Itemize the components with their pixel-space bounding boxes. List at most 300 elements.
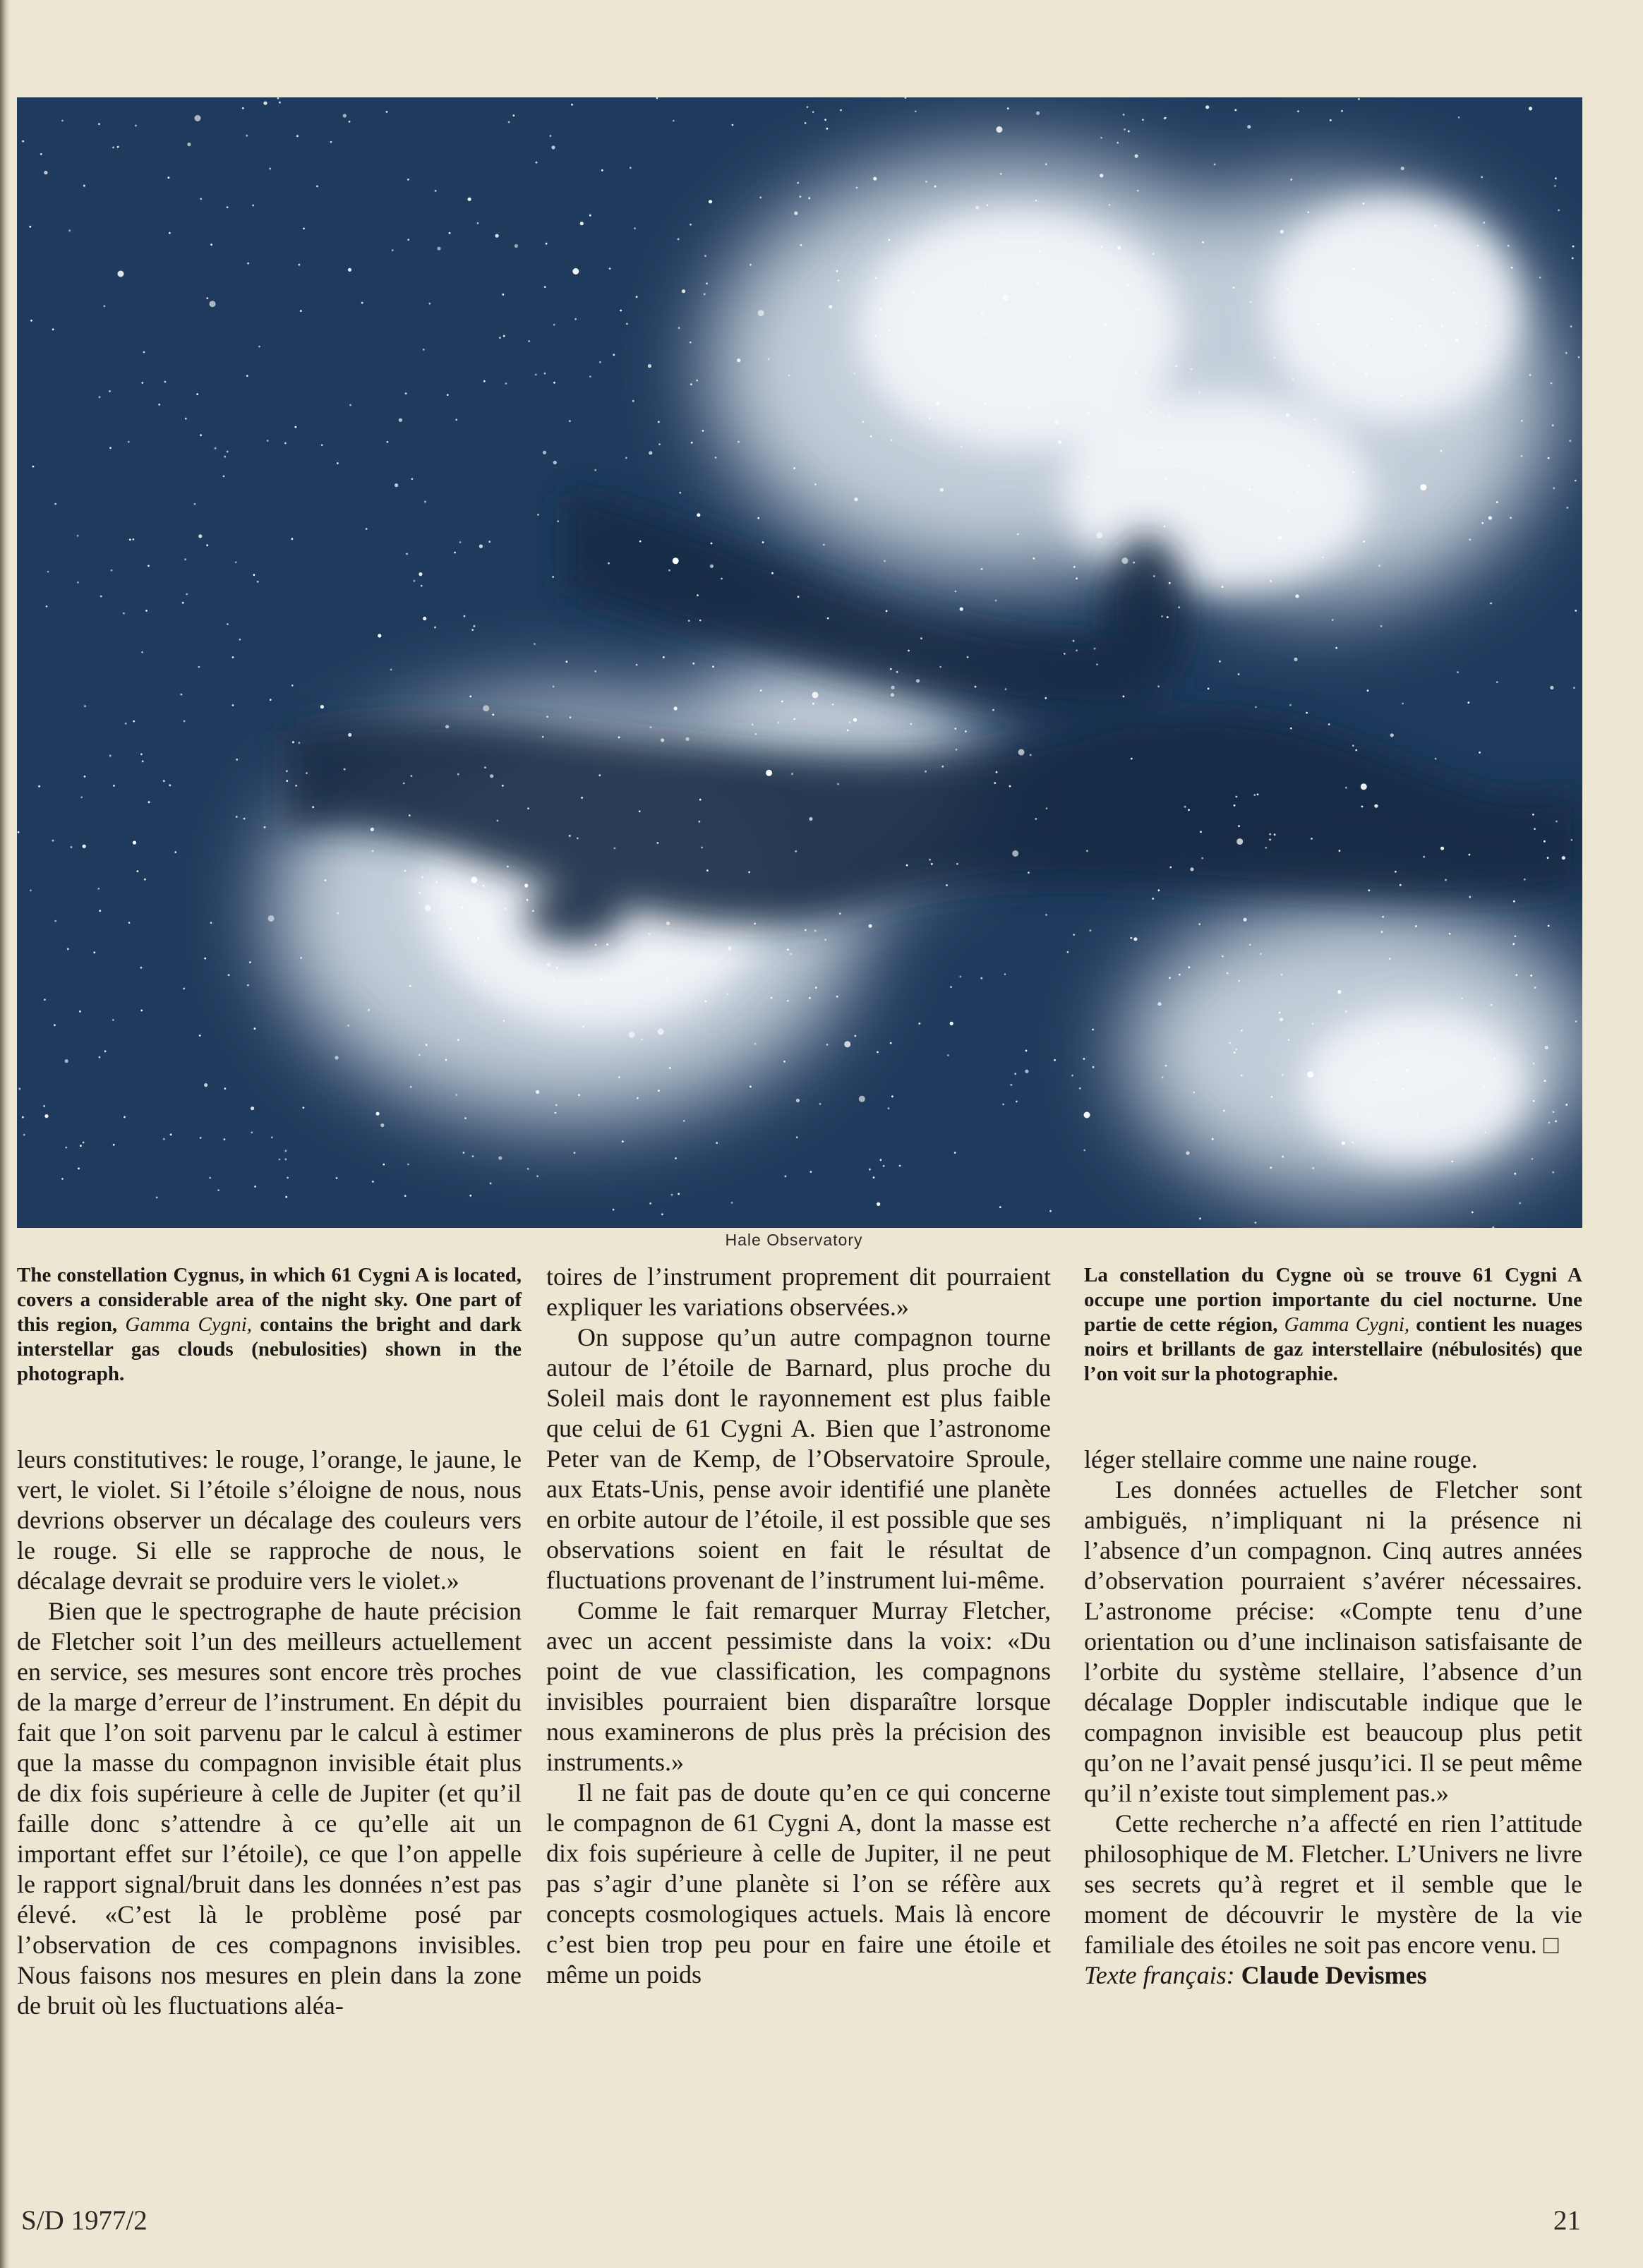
star [1178, 606, 1180, 608]
star [873, 1176, 875, 1178]
star [83, 185, 85, 187]
star [1093, 1066, 1095, 1068]
star [47, 571, 49, 573]
star [589, 215, 591, 217]
star [555, 1112, 557, 1114]
star [113, 1144, 115, 1146]
star [148, 801, 150, 803]
star [80, 797, 83, 799]
star [586, 1002, 589, 1004]
star [1297, 491, 1299, 493]
star [613, 354, 615, 356]
star [1100, 137, 1102, 139]
star [1158, 889, 1160, 891]
star [210, 922, 212, 924]
star [1342, 1141, 1345, 1145]
star [891, 686, 895, 689]
star [435, 881, 438, 883]
star [1570, 325, 1572, 327]
star [1481, 176, 1483, 179]
star [809, 997, 811, 999]
star [46, 605, 48, 608]
star [1073, 566, 1076, 568]
star [888, 239, 890, 241]
star [1451, 1161, 1453, 1163]
star [754, 923, 756, 925]
star [994, 782, 996, 784]
star [1401, 167, 1404, 170]
star [891, 1095, 893, 1097]
star [1135, 372, 1137, 374]
star [224, 1138, 226, 1140]
star [1175, 365, 1177, 367]
star [1049, 1210, 1052, 1212]
star [557, 520, 559, 522]
star [1353, 268, 1355, 270]
star [1130, 937, 1132, 939]
paragraph: Comme le fait remarquer Murray Fletcher, avec un accent pessimiste dans la voix: «Du point de vue classification, les compagnons invisibles pourraient bien disparaître lorsque nous examinerons de plus près la précision des instruments.» [546, 1596, 1051, 1776]
star [873, 177, 877, 181]
star [1531, 1158, 1534, 1160]
star [965, 730, 967, 732]
star [1530, 975, 1532, 977]
star [716, 1142, 718, 1144]
star [390, 669, 392, 671]
star [783, 1061, 786, 1063]
star [504, 908, 506, 910]
star [658, 443, 661, 445]
star [1493, 1058, 1495, 1060]
star [853, 718, 857, 722]
star [1186, 1151, 1189, 1154]
star [488, 541, 491, 543]
star [823, 544, 825, 546]
star [696, 380, 698, 382]
star [1054, 1059, 1056, 1061]
star [1290, 728, 1292, 730]
star [793, 467, 795, 469]
star [940, 488, 944, 492]
star [1247, 125, 1251, 128]
star [658, 1090, 660, 1092]
star [461, 906, 463, 908]
star [1238, 825, 1240, 827]
star [862, 421, 865, 423]
star [637, 1097, 639, 1099]
star [1519, 1202, 1521, 1205]
star [954, 1152, 956, 1154]
star [614, 848, 616, 850]
star [1507, 245, 1510, 247]
star [797, 182, 799, 184]
star [19, 1088, 21, 1090]
star [1312, 1023, 1314, 1025]
star [577, 838, 579, 840]
star [649, 451, 652, 454]
star [1332, 619, 1334, 621]
translation-credit [1084, 1960, 1582, 1991]
star [1168, 415, 1170, 417]
star [1469, 896, 1471, 898]
star [1555, 821, 1558, 823]
star [235, 561, 237, 563]
star [800, 195, 802, 198]
star [1363, 541, 1365, 543]
star [457, 1039, 459, 1041]
star [1515, 936, 1517, 938]
star [1030, 754, 1032, 756]
star [411, 478, 414, 480]
star [826, 1044, 829, 1046]
star [168, 176, 170, 179]
star [1117, 246, 1121, 250]
star [812, 111, 814, 113]
star [79, 1011, 81, 1013]
star [1084, 1112, 1090, 1118]
star [688, 620, 690, 622]
star [246, 375, 248, 377]
star [915, 111, 917, 113]
star [335, 1056, 338, 1059]
star [195, 115, 201, 121]
star [1227, 972, 1229, 975]
star [709, 200, 712, 203]
issue-label: S/D 1977/2 [21, 2205, 148, 2236]
star [574, 1152, 576, 1154]
star [1435, 758, 1437, 760]
star [552, 576, 554, 578]
star [1133, 937, 1137, 941]
star [1137, 190, 1139, 192]
star [1035, 200, 1037, 202]
star [1345, 1011, 1347, 1013]
star [483, 705, 489, 711]
paragraph: léger stellaire comme une naine rouge. [1084, 1445, 1478, 1473]
star [84, 705, 86, 707]
star [629, 1032, 635, 1038]
star [117, 146, 119, 148]
star [426, 1044, 428, 1046]
star [601, 169, 603, 171]
star [794, 212, 798, 215]
star [22, 140, 24, 143]
star [566, 661, 568, 663]
star [254, 1027, 256, 1030]
star [1153, 575, 1155, 577]
star [1067, 951, 1069, 953]
star [1377, 1043, 1379, 1045]
star [1016, 1101, 1018, 1103]
star [1352, 1142, 1354, 1144]
star [445, 725, 449, 728]
star [669, 1067, 671, 1069]
star [553, 382, 555, 384]
star [404, 1195, 407, 1197]
star [425, 905, 431, 911]
star [982, 312, 984, 314]
star [1565, 1104, 1567, 1106]
star [1012, 850, 1018, 857]
star [748, 871, 750, 874]
star [217, 1189, 219, 1191]
star [1055, 421, 1059, 424]
star [279, 1159, 281, 1161]
star [1363, 203, 1365, 205]
star [999, 1206, 1001, 1208]
star [1201, 857, 1203, 859]
star [768, 358, 770, 361]
star [569, 420, 571, 422]
star [1339, 850, 1341, 852]
star [1177, 465, 1179, 467]
star [1100, 174, 1103, 177]
star [1514, 1173, 1516, 1175]
star [1250, 301, 1252, 303]
caption-en-text-2: contains the bright and dark interstellar gas clouds (nebulosities) shown in the photograph. [17, 1313, 522, 1385]
star [419, 1054, 421, 1056]
star [1307, 1071, 1313, 1078]
star [920, 637, 922, 639]
star [140, 753, 143, 755]
star [1241, 1030, 1243, 1032]
star [641, 1039, 643, 1041]
star [271, 1136, 273, 1138]
star [65, 1147, 67, 1149]
star [632, 400, 634, 402]
star [691, 442, 693, 444]
star [1117, 142, 1119, 144]
star [1569, 440, 1571, 442]
star [1575, 610, 1577, 612]
star [787, 1000, 789, 1002]
star [336, 1177, 338, 1179]
star [690, 342, 692, 344]
star [1235, 1049, 1237, 1051]
star [1369, 1115, 1371, 1117]
star [267, 440, 269, 442]
star [805, 122, 807, 124]
star [1214, 164, 1216, 166]
star [111, 569, 113, 572]
star [449, 232, 451, 234]
star [109, 390, 111, 392]
star [1010, 1084, 1012, 1086]
star [421, 585, 423, 587]
star [1157, 685, 1160, 687]
star [658, 1029, 664, 1035]
star [1534, 987, 1536, 989]
star [228, 974, 230, 976]
star [186, 593, 188, 596]
star [535, 374, 537, 376]
star [1312, 1167, 1314, 1169]
star [1317, 323, 1319, 325]
star [1101, 246, 1103, 248]
star [671, 1194, 673, 1196]
star [1260, 953, 1262, 955]
translation-label: Texte français: [1084, 1961, 1235, 1989]
english-caption [17, 1263, 522, 1387]
star [1191, 368, 1193, 370]
star [939, 666, 941, 668]
star [1545, 1046, 1548, 1049]
star [409, 814, 411, 816]
star [206, 297, 208, 299]
star [679, 492, 681, 494]
star [320, 705, 324, 708]
star [1449, 933, 1451, 935]
star [299, 264, 301, 266]
star [787, 948, 789, 951]
star [1229, 1042, 1231, 1044]
star [869, 1169, 871, 1171]
star [1123, 696, 1125, 698]
star [490, 774, 493, 778]
star [546, 243, 548, 245]
star [762, 541, 764, 543]
star [625, 457, 627, 459]
star [1378, 565, 1380, 567]
body-column-2 [546, 1262, 1051, 1990]
star [793, 718, 795, 720]
star [1222, 586, 1224, 588]
star [1009, 785, 1011, 788]
star [124, 1116, 126, 1118]
star [1548, 1122, 1551, 1124]
star [526, 899, 529, 901]
star [406, 553, 408, 555]
star [674, 706, 678, 710]
star [169, 232, 171, 234]
star [1079, 1087, 1081, 1090]
star [1566, 507, 1568, 509]
star [104, 305, 106, 307]
star [498, 1156, 502, 1159]
star [955, 591, 957, 593]
star [445, 1059, 447, 1061]
star [1234, 804, 1236, 807]
star [931, 863, 933, 865]
star [527, 1168, 529, 1170]
star [1469, 854, 1471, 856]
star [348, 733, 351, 737]
star [1133, 562, 1135, 564]
star [1515, 974, 1517, 976]
star [1142, 119, 1144, 121]
star [785, 1176, 787, 1178]
star [1477, 245, 1479, 247]
star [1400, 884, 1402, 886]
star [1332, 363, 1334, 366]
star [840, 109, 842, 111]
star [112, 147, 114, 149]
star [880, 308, 882, 310]
star [183, 988, 185, 990]
star [239, 639, 241, 641]
star [578, 1094, 580, 1096]
star [1045, 163, 1047, 165]
star [996, 126, 1002, 133]
star [790, 953, 792, 955]
star [1341, 110, 1343, 112]
star [1553, 1111, 1555, 1113]
star [300, 310, 302, 312]
star [899, 1165, 901, 1167]
star [613, 1209, 615, 1211]
star [1236, 796, 1238, 798]
star [1025, 1070, 1028, 1073]
star [347, 1025, 349, 1027]
star [1544, 1080, 1546, 1082]
star [699, 799, 702, 801]
star [52, 840, 54, 842]
star [1073, 934, 1075, 936]
star [1395, 871, 1397, 873]
star [947, 1054, 949, 1056]
caption-english [17, 1263, 522, 1387]
star [247, 984, 249, 987]
star [1003, 294, 1009, 301]
star [464, 615, 466, 617]
star [880, 1159, 882, 1161]
star [1571, 839, 1573, 841]
star [1167, 616, 1169, 618]
star [198, 666, 200, 668]
star [809, 817, 812, 821]
star [663, 656, 665, 658]
star [795, 850, 797, 852]
star [556, 967, 558, 969]
star [1000, 173, 1002, 175]
star [755, 733, 757, 735]
star [551, 145, 555, 149]
star [1292, 378, 1294, 380]
star [144, 879, 146, 881]
star [1038, 251, 1040, 253]
star [1044, 399, 1046, 401]
star [975, 686, 977, 688]
star [399, 418, 402, 422]
star [1007, 107, 1009, 109]
star [286, 770, 288, 772]
star [1241, 1075, 1243, 1077]
star [1096, 532, 1102, 538]
star [1476, 322, 1478, 324]
star [490, 1183, 492, 1185]
star [1337, 990, 1341, 994]
star [553, 324, 555, 326]
caption-french [1084, 1263, 1582, 1387]
star [1452, 292, 1455, 294]
star [503, 1020, 505, 1022]
star [829, 305, 832, 308]
star [1289, 704, 1292, 706]
star [1297, 110, 1299, 112]
star [209, 1177, 211, 1179]
caption-en-italic: Gamma Cygni, [125, 1313, 253, 1336]
star [754, 1043, 757, 1045]
star [1290, 179, 1292, 181]
star [1274, 357, 1276, 359]
star [1440, 450, 1443, 452]
star [657, 842, 659, 844]
star [296, 135, 299, 137]
star [812, 703, 814, 705]
star [196, 393, 198, 395]
star [468, 198, 471, 201]
star [435, 190, 437, 192]
star [1389, 958, 1391, 960]
